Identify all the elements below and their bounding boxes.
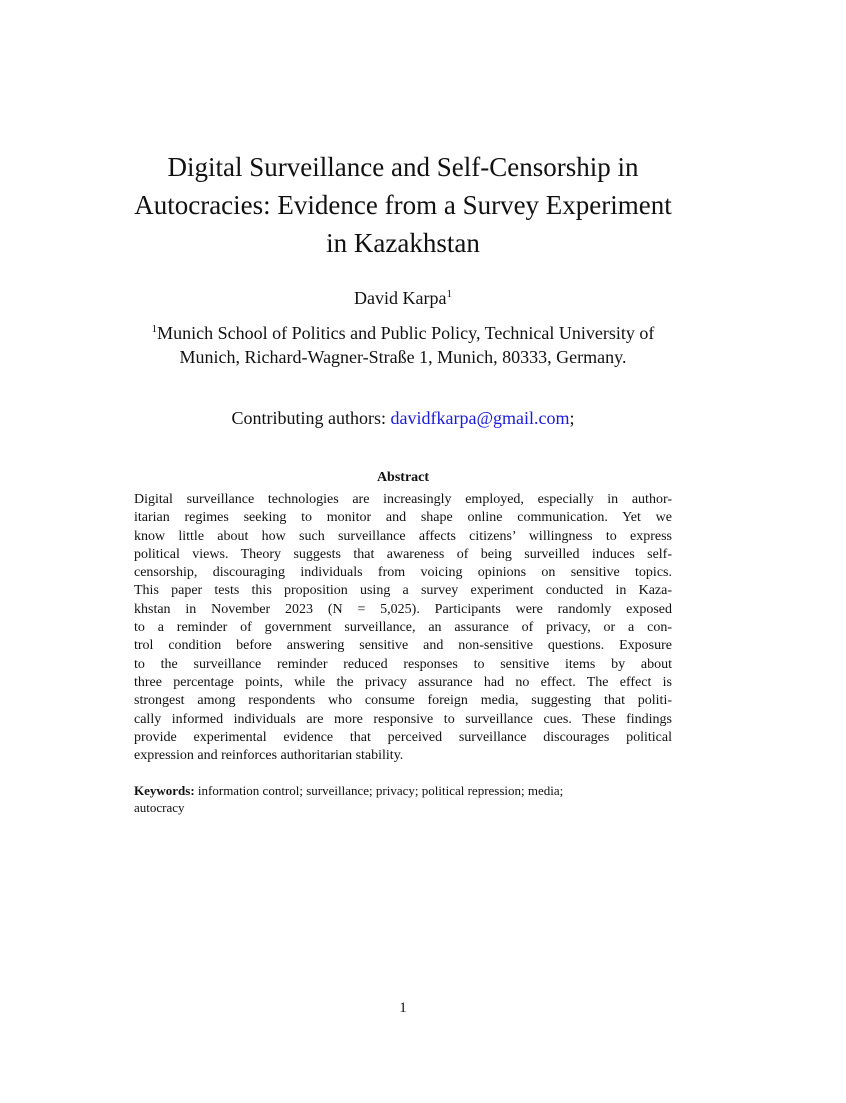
abstract-line: political views. Theory suggests that awareness of being surveilled induces self-: [134, 546, 672, 562]
paper-title: [0, 148, 806, 262]
affiliation: [0, 321, 806, 369]
abstract-line: three percentage points, while the privacy assurance had no effect. The effect is: [134, 674, 672, 690]
keywords-label: Keywords:: [134, 783, 195, 798]
keywords-line: autocracy: [134, 800, 185, 815]
title-line: in Kazakhstan: [326, 228, 480, 258]
keywords: [134, 782, 672, 816]
keywords-text: information control; surveillance; privacy; political repression; media;: [197, 783, 564, 798]
abstract-line: trol condition before answering sensitive and non-sensitive questions. Exposure: [134, 638, 672, 654]
author-line: [0, 286, 806, 310]
keywords-line: [134, 782, 672, 799]
affiliation-line: [0, 321, 806, 345]
abstract-line: to a reminder of government surveillance, an assurance of privacy, or a con-: [134, 620, 672, 636]
affiliation-text: Munich School of Politics and Public Policy, Technical University of: [157, 323, 655, 343]
abstract-body: [134, 491, 672, 765]
affiliation-line: Munich, Richard-Wagner-Straße 1, Munich, 80333, Germany.: [179, 347, 627, 367]
author-email-link[interactable]: davidfkarpa@gmail.com: [390, 408, 570, 428]
abstract-line: censorship, discouraging individuals from voicing opinions on sensitive topics.: [134, 565, 672, 581]
abstract-line: Digital surveillance technologies are increasingly employed, especially in author-: [134, 492, 672, 507]
author-affiliation-mark: 1: [446, 288, 452, 300]
contributing-label: Contributing authors:: [231, 408, 386, 428]
affiliation-mark: 1: [151, 323, 158, 335]
abstract-line: strongest among respondents who consume foreign media, suggesting that politi-: [134, 693, 672, 709]
contributing-suffix: ;: [569, 408, 575, 428]
title-line: Digital Surveillance and Self-Censorship in: [167, 152, 639, 182]
abstract-line: itarian regimes seeking to monitor and shape online communication. Yet we: [134, 510, 672, 526]
page-number: 1: [399, 1000, 407, 1016]
title-line: Autocracies: Evidence from a Survey Experiment: [134, 190, 672, 220]
contributing-authors: [0, 406, 806, 430]
abstract-heading: Abstract: [376, 470, 430, 485]
abstract-line: khstan in November 2023 (N = 5,025). Participants were randomly exposed: [134, 601, 672, 617]
author-name: David Karpa: [354, 288, 447, 308]
abstract-line: to the surveillance reminder reduced responses to sensitive items by about: [134, 656, 672, 672]
abstract-line: This paper tests this proposition using a survey experiment conducted in Kaza-: [134, 583, 672, 599]
abstract-line: provide experimental evidence that perceived surveillance discourages political: [134, 729, 672, 745]
abstract-line: cally informed individuals are more responsive to surveillance cues. These findings: [134, 711, 672, 727]
abstract-line: know little about how such surveillance affects citizens’ willingness to express: [134, 528, 672, 544]
abstract-line: expression and reinforces authoritarian stability.: [134, 748, 404, 764]
